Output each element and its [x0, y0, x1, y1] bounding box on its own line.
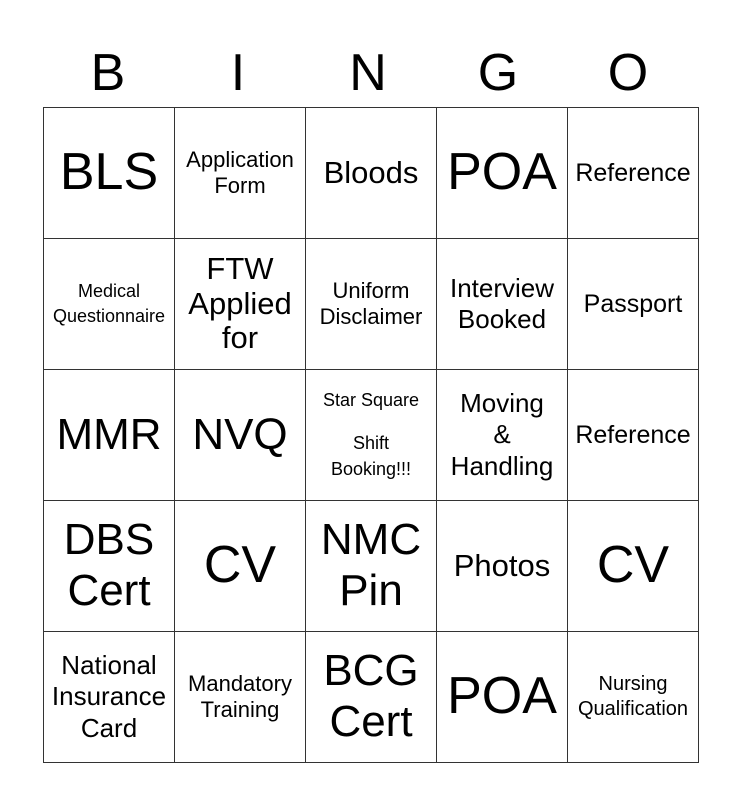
cell-text-line: Training: [200, 697, 280, 722]
bingo-card-grid: [43, 107, 699, 763]
cell-text-line: Pin: [339, 566, 403, 615]
cell-text-line: Uniform: [332, 277, 410, 303]
cell-star-square[interactable]: [306, 370, 437, 501]
cell-text-line: BCG: [323, 646, 419, 696]
cell-text: Photos: [453, 547, 551, 583]
cell-text-line: Medical: [77, 280, 141, 301]
cell-text-line: Star Square: [322, 390, 420, 411]
cell-text-line: for: [221, 320, 259, 356]
cell-text: POA: [447, 143, 557, 202]
header-letter-g: G: [477, 44, 519, 102]
cell-bcg-cert[interactable]: [306, 632, 437, 763]
cell-spacer: [306, 413, 436, 431]
cell-text-line: Moving: [460, 388, 544, 419]
cell-text-line: Interview: [449, 272, 555, 303]
cell-medical-questionnaire[interactable]: [44, 239, 175, 370]
cell-text: BLS: [59, 143, 159, 202]
cell-text-line: DBS: [63, 515, 155, 565]
cell-cv[interactable]: [568, 501, 699, 632]
cell-moving-and-handling[interactable]: [437, 370, 568, 501]
cell-text-line: Cert: [67, 566, 151, 615]
cell-mandatory-training[interactable]: [175, 632, 306, 763]
cell-text-line: Qualification: [577, 698, 689, 720]
grid-row-1: [44, 108, 699, 239]
grid-row-5: [44, 632, 699, 763]
cell-text-line: Handling: [450, 450, 554, 481]
cell-reference[interactable]: [568, 108, 699, 239]
cell-text: MMR: [56, 409, 162, 459]
cell-text: Bloods: [323, 154, 419, 190]
cell-nmc-pin[interactable]: [306, 501, 437, 632]
cell-text-line: Card: [80, 712, 138, 743]
cell-national-insurance-card[interactable]: [44, 632, 175, 763]
cell-text: CV: [596, 536, 670, 595]
cell-text-line: Application: [186, 146, 294, 172]
cell-text-line: &: [493, 419, 511, 450]
cell-text-line: Applied: [188, 285, 292, 321]
cell-text-line: Booking!!!: [330, 458, 412, 479]
cell-bls[interactable]: [44, 108, 175, 239]
cell-poa[interactable]: [437, 632, 568, 763]
cell-poa[interactable]: [437, 108, 568, 239]
cell-text-line: NMC: [320, 515, 422, 565]
cell-text-line: Cert: [329, 697, 413, 746]
cell-text-line: Insurance: [51, 681, 167, 712]
cell-text: Passport: [583, 289, 683, 318]
cell-application-form[interactable]: [175, 108, 306, 239]
cell-mmr[interactable]: [44, 370, 175, 501]
cell-nursing-qualification[interactable]: [568, 632, 699, 763]
cell-text-line: Mandatory: [188, 670, 292, 696]
cell-passport[interactable]: [568, 239, 699, 370]
header-letter-n: N: [349, 44, 387, 102]
grid-row-4: [44, 501, 699, 632]
cell-reference[interactable]: [568, 370, 699, 501]
header-letter-b: B: [90, 44, 126, 102]
cell-uniform-disclaimer[interactable]: [306, 239, 437, 370]
cell-text-line: Questionnaire: [52, 306, 166, 326]
cell-text-line: Disclaimer: [319, 304, 423, 329]
cell-text-line: Nursing: [598, 673, 668, 695]
grid-row-3: [44, 370, 699, 501]
cell-text: NVQ: [192, 409, 288, 459]
cell-dbs-cert[interactable]: [44, 501, 175, 632]
header-letter-o: O: [607, 44, 649, 102]
cell-text-line: Shift: [352, 433, 390, 454]
cell-bloods[interactable]: [306, 108, 437, 239]
bingo-header: [43, 40, 693, 106]
cell-nvq[interactable]: [175, 370, 306, 501]
cell-ftw-applied-for[interactable]: [175, 239, 306, 370]
cell-interview-booked[interactable]: [437, 239, 568, 370]
header-letter-i: I: [230, 44, 246, 102]
cell-text: CV: [203, 536, 277, 595]
cell-text-line: FTW: [206, 250, 274, 286]
cell-cv[interactable]: [175, 501, 306, 632]
cell-text-line: National: [61, 650, 157, 681]
cell-text: Reference: [575, 158, 691, 187]
cell-text: Reference: [575, 420, 691, 449]
grid-row-2: [44, 239, 699, 370]
cell-text-line: Booked: [457, 304, 547, 334]
cell-text: POA: [447, 667, 557, 726]
cell-photos[interactable]: [437, 501, 568, 632]
cell-text-line: Form: [214, 173, 266, 198]
